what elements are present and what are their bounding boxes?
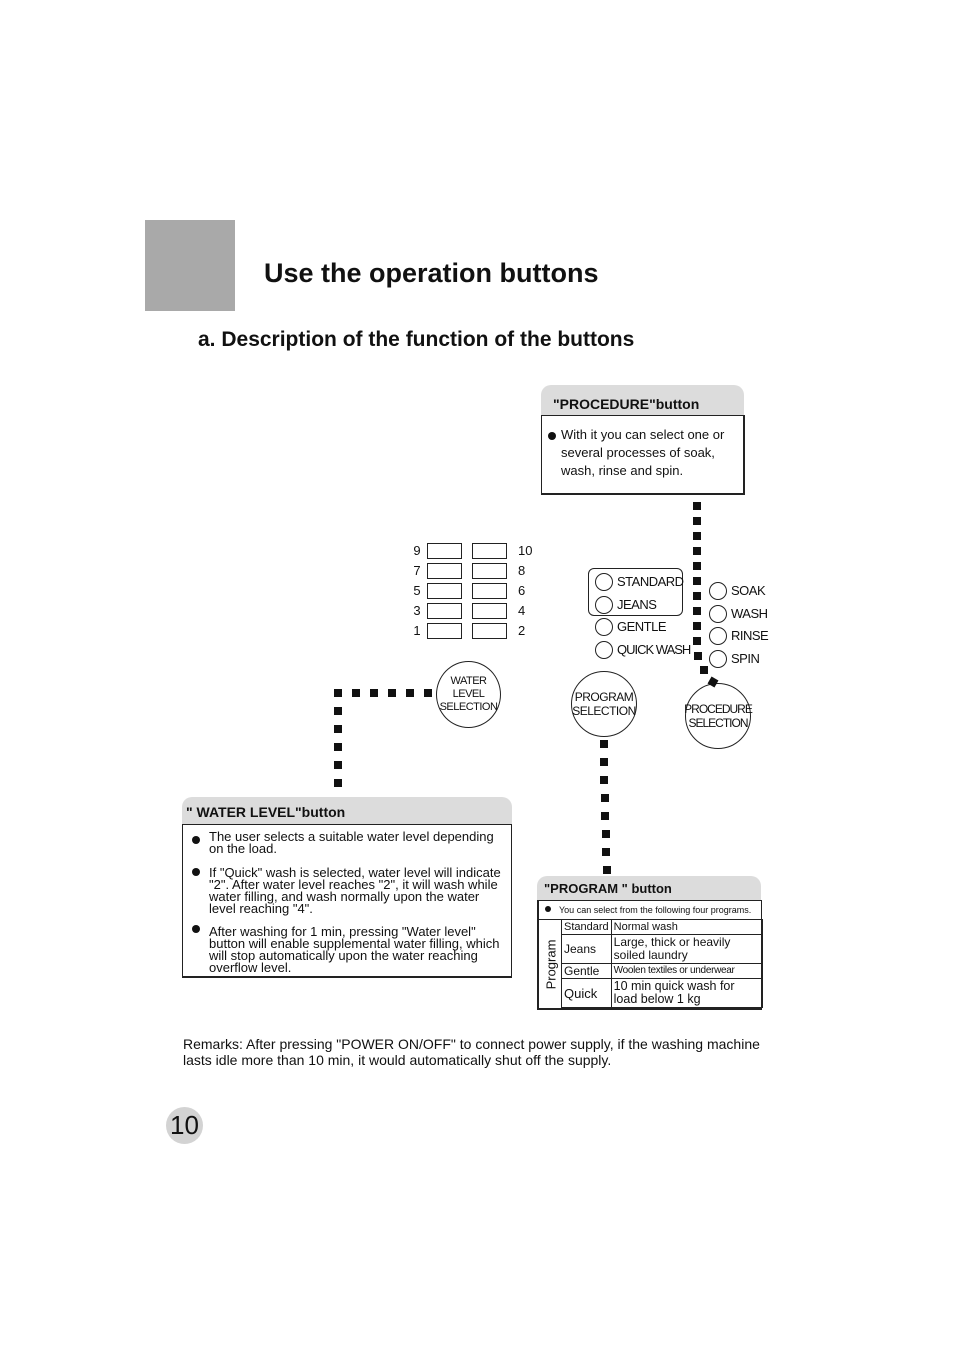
connector-dot <box>693 637 701 645</box>
connector-dot <box>388 689 396 697</box>
gentle-indicator-label: GENTLE <box>617 619 667 634</box>
page-title: Use the operation buttons <box>264 258 599 288</box>
connector-dot <box>693 607 701 615</box>
level-label-2: 2 <box>518 623 526 638</box>
level-light-6 <box>472 583 507 599</box>
header-gray-block <box>145 220 235 311</box>
program-desc-cell: Large, thick or heavily soiled laundry <box>611 935 762 964</box>
connector-dot <box>693 532 701 540</box>
level-light-7 <box>427 563 462 579</box>
gentle-indicator <box>595 618 613 636</box>
procedure-box-text: With it you can select one or several processes of soak, wash, rinse and spin. <box>561 427 725 478</box>
page-number: 10 <box>170 1110 199 1140</box>
wash-indicator-label: WASH <box>731 606 768 621</box>
table-row <box>562 935 763 964</box>
level-light-2 <box>472 623 507 639</box>
connector-dot <box>602 848 610 856</box>
connector-dot <box>352 689 360 697</box>
program-knob-line-1: PROGRAM <box>574 690 634 704</box>
program-side-label-cell <box>541 920 561 1008</box>
standard-indicator <box>595 573 613 591</box>
bullet-icon <box>545 906 551 912</box>
connector-dot <box>600 758 608 766</box>
section-subtitle: a. Description of the function of the buttons <box>198 328 635 351</box>
program-side-label: Program <box>543 939 559 989</box>
soak-indicator <box>709 582 727 600</box>
connector-dot <box>693 592 701 600</box>
program-desc-cell: Normal wash <box>611 920 762 935</box>
bullet-icon <box>192 836 200 844</box>
level-label-1: 1 <box>413 623 421 638</box>
procedure-box-heading: "PROCEDURE"button <box>541 385 744 416</box>
connector-dot <box>370 689 378 697</box>
spin-indicator <box>709 650 727 668</box>
standard-indicator-label: STANDARD <box>617 574 684 589</box>
connector-dot <box>693 547 701 555</box>
level-light-1 <box>427 623 462 639</box>
connector-dot <box>334 779 342 787</box>
level-light-5 <box>427 583 462 599</box>
connector-dot <box>693 622 701 630</box>
program-selection-button[interactable] <box>571 671 637 737</box>
connector-dot <box>694 652 702 660</box>
connector-dot <box>693 562 701 570</box>
table-row <box>562 920 763 935</box>
water-level-bullet-2: If "Quick" wash is selected, water level will indicate "2". After water level reaches "2", it will wash while water filling, and wash normally upon the water level reaching "4". <box>209 865 501 916</box>
level-label-5: 5 <box>413 583 421 598</box>
spin-indicator-label: SPIN <box>731 651 760 666</box>
connector-dot <box>406 689 414 697</box>
connector-dot <box>600 776 608 784</box>
procedure-box <box>541 415 745 495</box>
program-box-intro: You can select from the following four programs. <box>559 905 752 915</box>
rinse-indicator-label: RINSE <box>731 628 769 643</box>
connector-dot <box>601 794 609 802</box>
level-label-4: 4 <box>518 603 526 618</box>
water-level-knob-line-3: SELECTION <box>439 701 498 713</box>
level-light-3 <box>427 603 462 619</box>
level-label-9: 9 <box>413 543 421 558</box>
procedure-knob-line-1: PROCEDURE <box>684 702 752 716</box>
table-row <box>562 964 763 979</box>
bullet-icon <box>192 868 200 876</box>
connector-dot <box>334 707 342 715</box>
connector-dot <box>601 812 609 820</box>
connector-dot <box>693 577 701 585</box>
page-number-badge <box>166 1107 203 1144</box>
program-name-cell: Gentle <box>562 964 612 979</box>
connector-dot <box>600 740 608 748</box>
level-label-8: 8 <box>518 563 526 578</box>
water-level-box-heading: " WATER LEVEL"button <box>182 797 512 825</box>
connector-dot <box>334 743 342 751</box>
wash-indicator <box>709 605 727 623</box>
jeans-indicator-label: JEANS <box>617 597 657 612</box>
water-level-bullet-1: The user selects a suitable water level depending on the load. <box>209 829 494 856</box>
water-level-knob-line-1: WATER <box>450 675 487 687</box>
connector-dot <box>424 689 432 697</box>
level-light-9 <box>427 543 462 559</box>
bullet-icon <box>192 925 200 933</box>
level-label-6: 6 <box>518 583 526 598</box>
program-box-heading: "PROGRAM " button <box>537 876 761 900</box>
rinse-indicator <box>709 627 727 645</box>
water-level-box <box>182 824 512 978</box>
connector-dot <box>334 689 342 697</box>
procedure-selection-button[interactable] <box>685 683 751 749</box>
bullet-icon <box>548 432 556 440</box>
connector-dot <box>700 666 708 674</box>
connector-dot <box>693 517 701 525</box>
connector-dot <box>334 725 342 733</box>
program-name-cell: Jeans <box>562 935 612 964</box>
table-row <box>562 979 763 1008</box>
program-name-cell: Quick <box>562 979 612 1008</box>
quick-wash-indicator <box>595 641 613 659</box>
level-label-3: 3 <box>413 603 421 618</box>
level-light-10 <box>472 543 507 559</box>
connector-dot <box>603 866 611 874</box>
soak-indicator-label: SOAK <box>731 583 766 598</box>
program-desc-cell: 10 min quick wash for load below 1 kg <box>611 979 762 1008</box>
connector-dot <box>334 761 342 769</box>
level-label-10: 10 <box>518 543 533 558</box>
quick-wash-indicator-label: QUICK WASH <box>617 642 691 657</box>
level-label-7: 7 <box>413 563 421 578</box>
program-desc-cell: Woolen textiles or underwear <box>611 964 762 979</box>
jeans-indicator <box>595 596 613 614</box>
connector-dot <box>602 830 610 838</box>
program-knob-line-2: SELECTION <box>572 704 636 718</box>
remarks-text: Remarks: After pressing "POWER ON/OFF" to connect power supply, if the washing machine lasts idle more than 10 min, it would automatically shut off the supply. <box>183 1036 760 1068</box>
procedure-knob-line-2: SELECTION <box>688 716 748 730</box>
program-name-cell: Standard <box>562 920 612 935</box>
water-level-indicator-panel <box>410 542 540 642</box>
water-level-selection-button[interactable] <box>436 661 501 728</box>
level-light-8 <box>472 563 507 579</box>
water-level-bullet-3: After washing for 1 min, pressing "Water level" button will enable supplemental water filling, which will stop automatically upon the water reaching overflow level. <box>209 924 500 975</box>
program-box <box>537 900 762 1010</box>
connector-dot <box>693 502 701 510</box>
program-table <box>561 919 763 1008</box>
level-light-4 <box>472 603 507 619</box>
water-level-knob-line-2: LEVEL <box>452 688 485 700</box>
